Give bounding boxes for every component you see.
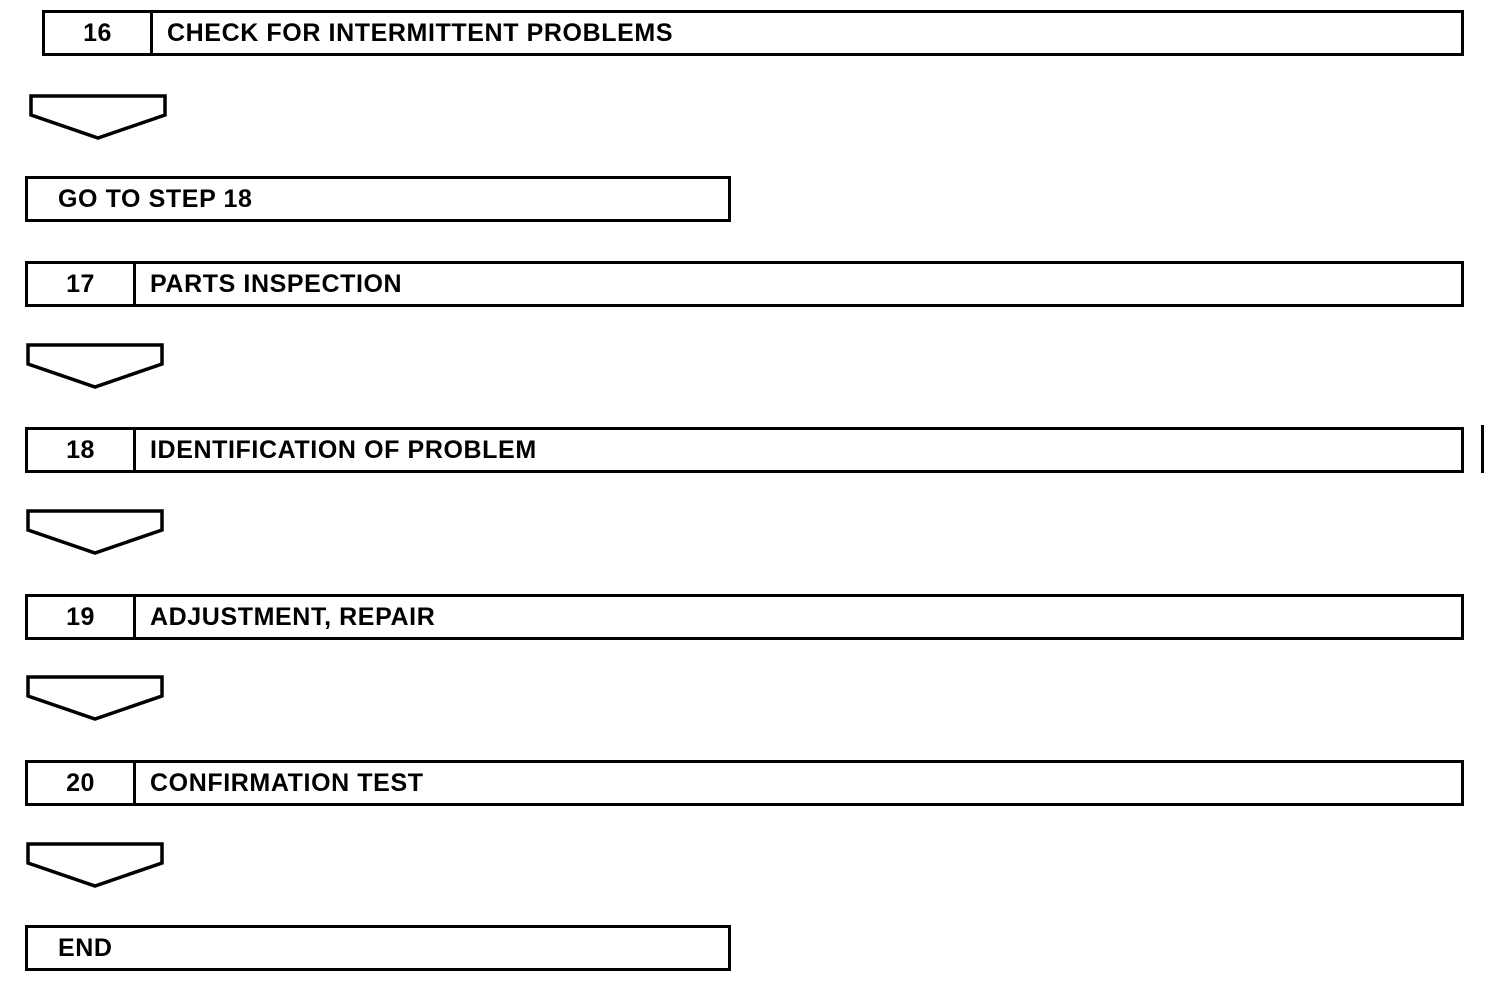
step-title: CHECK FOR INTERMITTENT PROBLEMS bbox=[167, 18, 674, 47]
step-title: IDENTIFICATION OF PROBLEM bbox=[150, 435, 537, 464]
down-arrow-icon bbox=[25, 841, 165, 889]
goto-step-18-box: GO TO STEP 18 bbox=[25, 176, 731, 222]
flow-step-17 bbox=[25, 261, 1464, 307]
step-number: 17 bbox=[28, 264, 136, 304]
down-arrow-icon bbox=[25, 674, 165, 722]
page-edge-tick bbox=[1481, 425, 1484, 473]
flow-step-18 bbox=[25, 427, 1464, 473]
step-number: 16 bbox=[45, 13, 153, 53]
step-number: 18 bbox=[28, 430, 136, 470]
step-title: PARTS INSPECTION bbox=[150, 269, 403, 298]
step-title: CONFIRMATION TEST bbox=[150, 768, 424, 797]
flow-step-20 bbox=[25, 760, 1464, 806]
step-title: ADJUSTMENT, REPAIR bbox=[150, 602, 436, 631]
flow-step-19 bbox=[25, 594, 1464, 640]
step-number: 20 bbox=[28, 763, 136, 803]
step-number: 19 bbox=[28, 597, 136, 637]
end-box: END bbox=[25, 925, 731, 971]
down-arrow-icon bbox=[28, 93, 168, 141]
flow-step-16 bbox=[42, 10, 1464, 56]
down-arrow-icon bbox=[25, 342, 165, 390]
down-arrow-icon bbox=[25, 508, 165, 556]
